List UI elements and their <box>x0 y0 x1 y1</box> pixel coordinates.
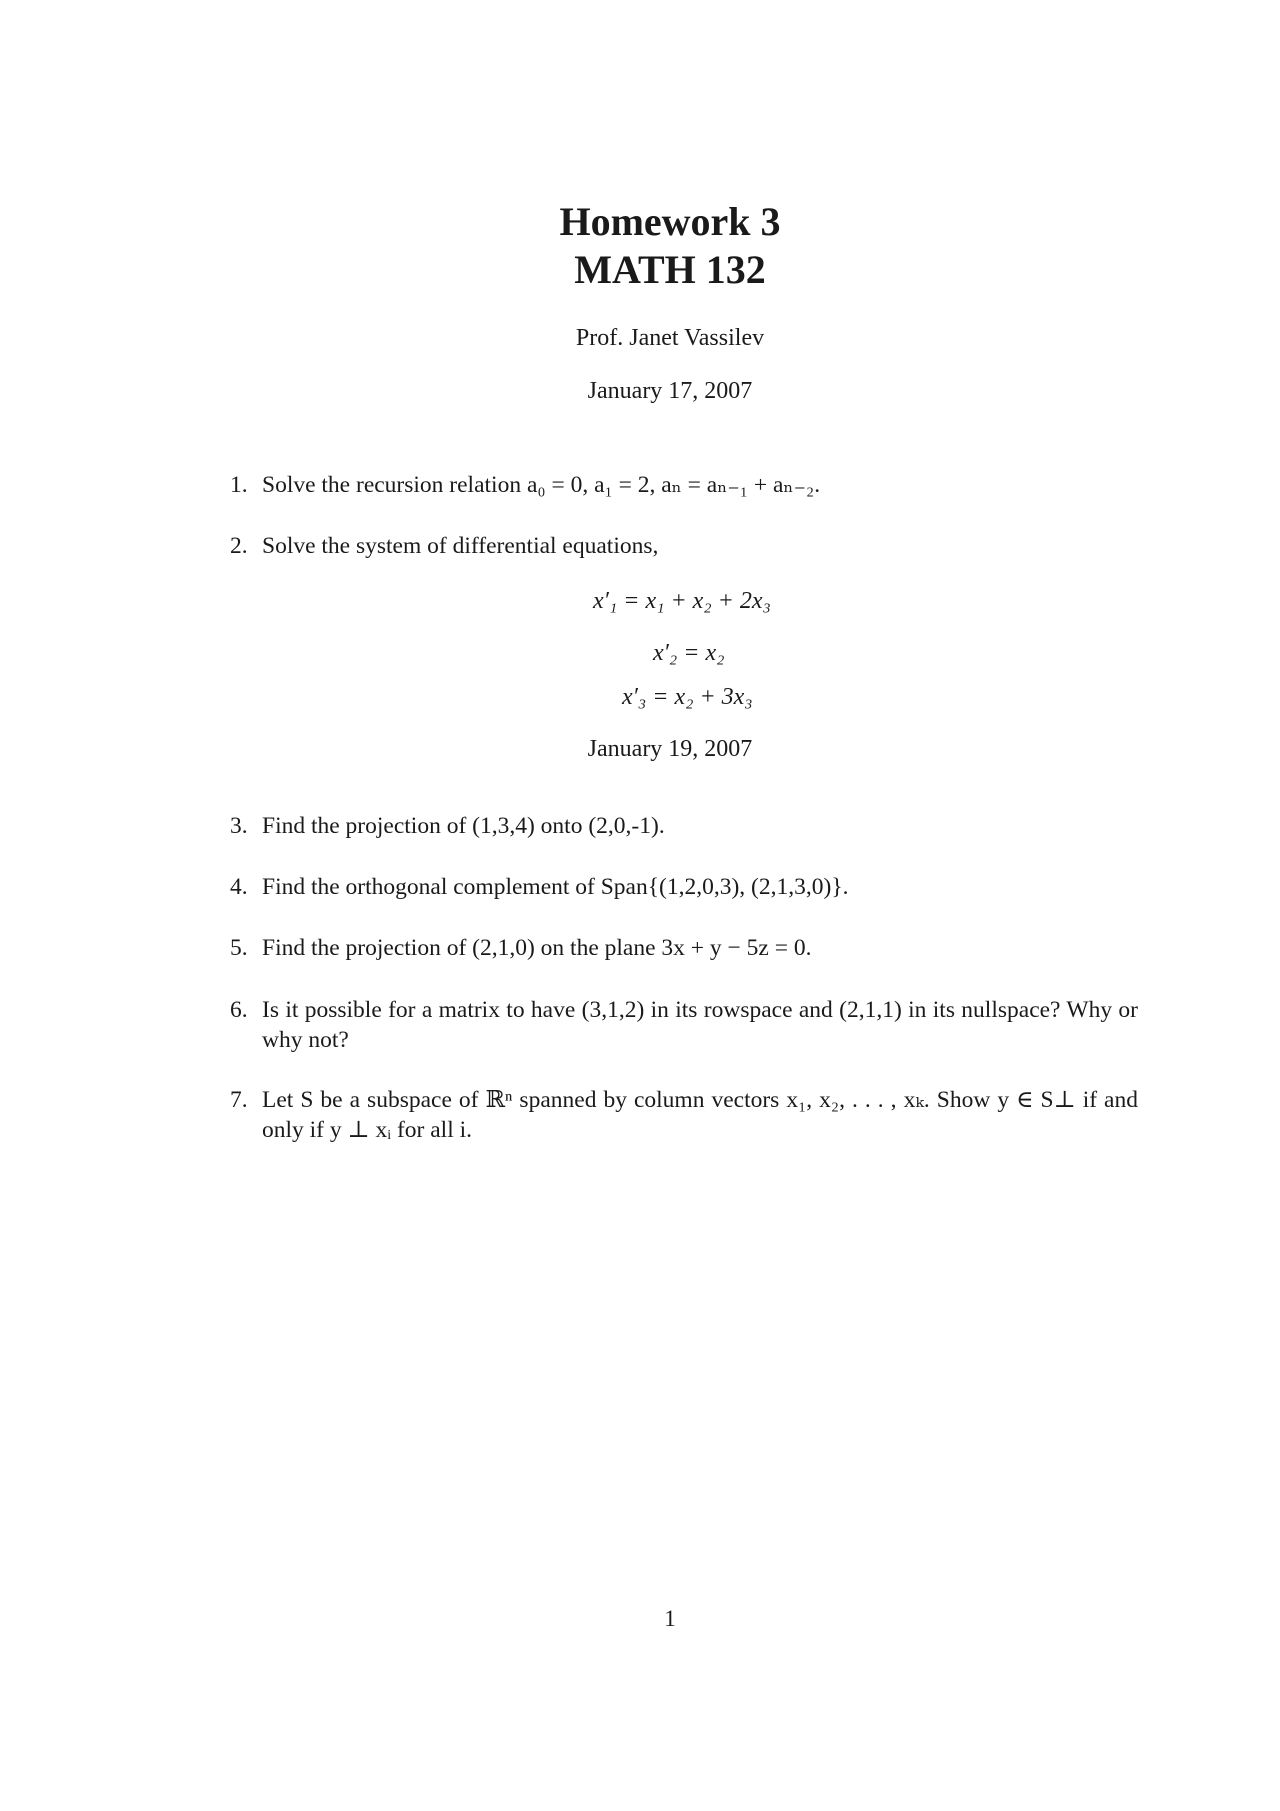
problem-1 <box>230 470 1138 500</box>
problem-text: Is it possible for a matrix to have (3,1,2) in its rowspace and (2,1,1) in its nullspace? Why or why not? <box>262 997 1138 1053</box>
problem-text: Let S be a subspace of ℝⁿ spanned by column vectors x₁, x₂, . . . , xₖ. Show y ∈ S⊥ if and only if y ⊥ xᵢ for all i. <box>262 1087 1138 1143</box>
equation-1: x′₁ = x₁ + x₂ + 2x₃ <box>593 588 771 614</box>
problem-text: Find the projection of (2,1,0) on the plane 3x + y − 5z = 0. <box>262 935 812 961</box>
problem-number: 6. <box>230 997 248 1023</box>
problem-text: Find the projection of (1,3,4) onto (2,0,-1). <box>262 813 665 839</box>
problem-5 <box>230 933 1138 963</box>
page-title <box>0 198 1280 294</box>
problem-number: 1. <box>230 472 248 498</box>
title-homework: Homework 3 <box>559 199 781 244</box>
problem-7 <box>230 1085 1138 1145</box>
author: Prof. Janet Vassilev <box>575 325 765 351</box>
problem-number: 5. <box>230 935 248 961</box>
problem-6 <box>230 995 1138 1055</box>
problem-text: Solve the system of differential equations, <box>262 533 659 559</box>
section-date: January 19, 2007 <box>587 736 753 762</box>
problem-number: 7. <box>230 1087 248 1113</box>
problem-number: 3. <box>230 813 248 839</box>
problem-number: 2. <box>230 533 248 559</box>
problem-text: Find the orthogonal complement of Span{(1,2,0,3), (2,1,3,0)}. <box>262 874 849 900</box>
title-course: MATH 132 <box>574 247 766 292</box>
date: January 17, 2007 <box>587 378 753 404</box>
problem-3 <box>230 811 1138 841</box>
problem-4 <box>230 872 1138 902</box>
equation-3: x′₃ = x₂ + 3x₃ <box>622 684 753 710</box>
problem-text: Solve the recursion relation a₀ = 0, a₁ = 2, aₙ = aₙ₋₁ + aₙ₋₂. <box>262 472 821 498</box>
problem-number: 4. <box>230 874 248 900</box>
page-number: 1 <box>664 1606 676 1631</box>
problem-2 <box>230 531 1138 561</box>
equation-2: x′₂ = x₂ <box>653 640 725 666</box>
